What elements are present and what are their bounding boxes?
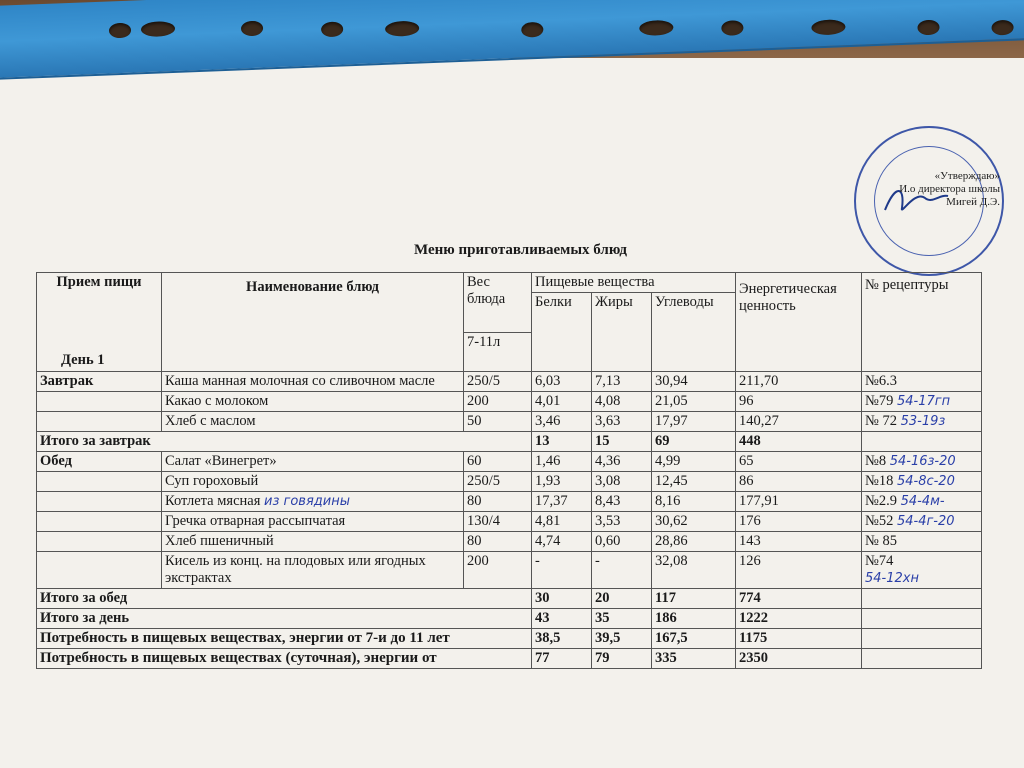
table-row (37, 472, 982, 492)
dish-carbs: 8,16 (652, 492, 736, 512)
name-header: Наименование блюд (162, 273, 464, 372)
punch-hole (811, 19, 846, 35)
dish-fats: 4,08 (592, 392, 652, 412)
dish-energy: 143 (736, 532, 862, 552)
dish-proteins: 4,74 (532, 532, 592, 552)
dish-name: Салат «Винегрет» (162, 452, 464, 472)
dish-carbs: 32,08 (652, 552, 736, 589)
dish-fats: 3,53 (592, 512, 652, 532)
dish-name: Каша манная молочная со сливочном масле (162, 372, 464, 392)
table-row (37, 392, 982, 412)
need-energy: 1175 (736, 629, 862, 649)
total-fats: 20 (592, 589, 652, 609)
dish-recipe: № 85 (862, 532, 982, 552)
dish-carbs: 12,45 (652, 472, 736, 492)
punch-hole (521, 22, 544, 38)
total-row (37, 432, 982, 452)
need-proteins: 77 (532, 649, 592, 669)
dish-name: Какао с молоком (162, 392, 464, 412)
handwritten-code: 54-12хн (865, 571, 919, 586)
punch-hole (385, 21, 420, 37)
dish-proteins: 4,81 (532, 512, 592, 532)
dish-recipe: №18 54-8с-20 (862, 472, 982, 492)
punch-hole (917, 20, 940, 36)
need-carbs: 167,5 (652, 629, 736, 649)
table-row (37, 512, 982, 532)
total-carbs: 186 (652, 609, 736, 629)
handwritten-code: 54-17гп (896, 394, 951, 409)
day-total-row (37, 609, 982, 629)
total-proteins: 43 (532, 609, 592, 629)
dish-name: Суп гороховый (162, 472, 464, 492)
handwritten-code: 54-8с-20 (896, 474, 955, 489)
meal-header: Прием пищи День 1 (37, 273, 162, 372)
dish-energy: 140,27 (736, 412, 862, 432)
dish-energy: 176 (736, 512, 862, 532)
handwritten-code: 53-19з (900, 414, 946, 429)
dish-weight: 50 (464, 412, 532, 432)
dish-proteins: 1,93 (532, 472, 592, 492)
table-row (37, 372, 982, 392)
total-carbs: 117 (652, 589, 736, 609)
dish-proteins: 4,01 (532, 392, 592, 412)
handwritten-code: 54-4м- (900, 494, 945, 509)
table-row (37, 452, 982, 472)
dish-recipe: № 72 53-19з (862, 412, 982, 432)
approval-block (860, 170, 1000, 209)
age-header: 7-11л (464, 333, 532, 372)
day-label: День 1 (61, 352, 105, 368)
dish-weight: 60 (464, 452, 532, 472)
need-fats: 39,5 (592, 629, 652, 649)
handwritten-code: 54-16з-20 (889, 454, 956, 469)
total-carbs: 69 (652, 432, 736, 452)
energy-header: Энергетическая ценность (736, 273, 862, 372)
carbs-header: Углеводы (652, 293, 736, 372)
handwritten-code: 54-4г-20 (896, 514, 955, 529)
dish-carbs: 21,05 (652, 392, 736, 412)
need-row (37, 629, 982, 649)
dish-recipe: №52 54-4г-20 (862, 512, 982, 532)
dish-name: Хлеб пшеничный (162, 532, 464, 552)
dish-proteins: 17,37 (532, 492, 592, 512)
total-proteins: 30 (532, 589, 592, 609)
total-label: Итого за день (37, 609, 532, 629)
punch-hole (991, 20, 1014, 36)
need-label: Потребность в пищевых веществах, энергии от 7-и до 11 лет (37, 629, 532, 649)
dish-energy: 126 (736, 552, 862, 589)
meal-cell: Завтрак (37, 372, 162, 392)
dish-proteins: 6,03 (532, 372, 592, 392)
dish-energy: 86 (736, 472, 862, 492)
dish-energy: 211,70 (736, 372, 862, 392)
dish-recipe: №2.9 54-4м- (862, 492, 982, 512)
dish-carbs: 30,62 (652, 512, 736, 532)
need-label: Потребность в пищевых веществах (суточная), энергии от (37, 649, 532, 669)
need-fats: 79 (592, 649, 652, 669)
dish-proteins: 1,46 (532, 452, 592, 472)
meal-cell: Обед (37, 452, 162, 472)
dish-name: Хлеб с маслом (162, 412, 464, 432)
dish-name: Котлета мясная из говядины (162, 492, 464, 512)
dish-name: Гречка отварная рассыпчатая (162, 512, 464, 532)
total-label: Итого за обед (37, 589, 532, 609)
handwritten-note: из говядины (264, 494, 350, 509)
director-name: Мигей Д.Э. (946, 196, 1000, 208)
total-fats: 15 (592, 432, 652, 452)
header-row (37, 273, 982, 293)
dish-weight: 80 (464, 532, 532, 552)
dish-carbs: 4,99 (652, 452, 736, 472)
proteins-header: Белки (532, 293, 592, 372)
dish-fats: 3,63 (592, 412, 652, 432)
dish-energy: 177,91 (736, 492, 862, 512)
table-row (37, 492, 982, 512)
dish-weight: 250/5 (464, 372, 532, 392)
dish-weight: 80 (464, 492, 532, 512)
fats-header: Жиры (592, 293, 652, 372)
punch-hole (241, 21, 264, 37)
dish-fats: 8,43 (592, 492, 652, 512)
punch-hole (141, 21, 176, 37)
total-energy: 774 (736, 589, 862, 609)
table-row (37, 532, 982, 552)
punch-hole (639, 20, 674, 36)
total-energy: 1222 (736, 609, 862, 629)
dish-energy: 65 (736, 452, 862, 472)
dish-weight: 130/4 (464, 512, 532, 532)
total-row (37, 589, 982, 609)
punch-hole (321, 21, 344, 37)
weight-header: Вес блюда (464, 273, 532, 333)
dish-proteins: - (532, 552, 592, 589)
dish-weight: 200 (464, 552, 532, 589)
menu-table (36, 272, 982, 669)
punch-hole (109, 23, 132, 39)
dish-weight: 250/5 (464, 472, 532, 492)
dish-recipe: №8 54-16з-20 (862, 452, 982, 472)
need-energy: 2350 (736, 649, 862, 669)
need-proteins: 38,5 (532, 629, 592, 649)
dish-carbs: 17,97 (652, 412, 736, 432)
dish-fats: 4,36 (592, 452, 652, 472)
need-carbs: 335 (652, 649, 736, 669)
total-energy: 448 (736, 432, 862, 452)
dish-carbs: 30,94 (652, 372, 736, 392)
dish-fats: - (592, 552, 652, 589)
table-row (37, 552, 982, 589)
dish-fats: 3,08 (592, 472, 652, 492)
total-fats: 35 (592, 609, 652, 629)
dish-recipe: №6.3 (862, 372, 982, 392)
document-title: Меню приготавливаемых блюд (414, 242, 628, 258)
approved-label: «Утверждаю» (934, 170, 1000, 182)
dish-recipe: №74 54-12хн (862, 552, 982, 589)
dish-weight: 200 (464, 392, 532, 412)
nutrients-header: Пищевые вещества (532, 273, 736, 293)
dish-fats: 0,60 (592, 532, 652, 552)
recipe-header: № рецептуры (862, 273, 982, 372)
dish-proteins: 3,46 (532, 412, 592, 432)
need-daily-row (37, 649, 982, 669)
dish-energy: 96 (736, 392, 862, 412)
table-row (37, 412, 982, 432)
director-label: И.о директора школы (899, 183, 1000, 195)
dish-recipe: №79 54-17гп (862, 392, 982, 412)
punch-hole (721, 20, 744, 36)
dish-fats: 7,13 (592, 372, 652, 392)
total-proteins: 13 (532, 432, 592, 452)
dish-carbs: 28,86 (652, 532, 736, 552)
total-label: Итого за завтрак (37, 432, 532, 452)
dish-name: Кисель из конц. на плодовых или ягодных экстрактах (162, 552, 464, 589)
